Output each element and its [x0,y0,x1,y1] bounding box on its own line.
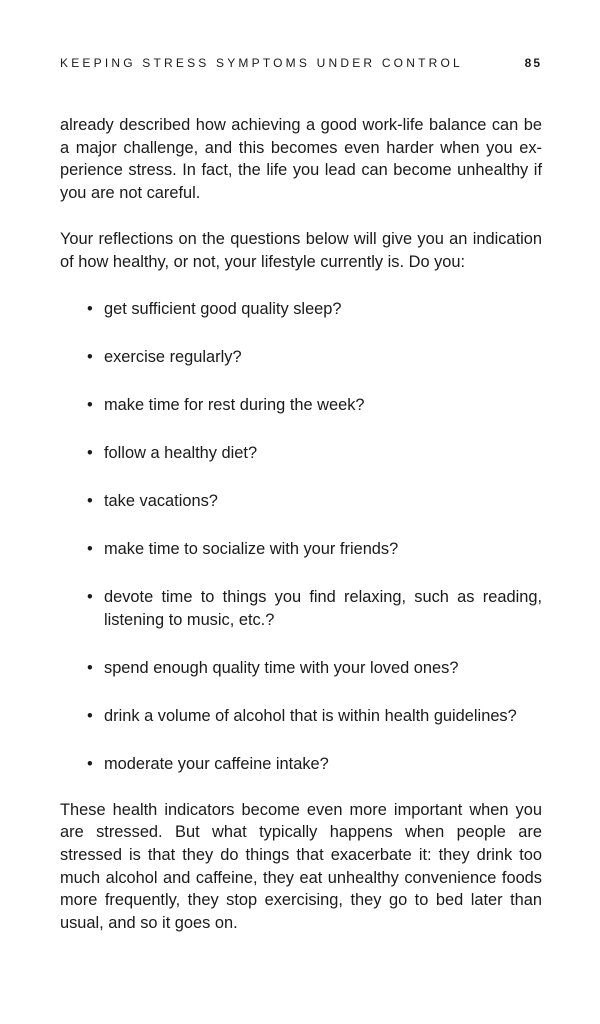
list-item-text: make time to socialize with your friends? [104,540,399,559]
bullet-icon: • [87,706,93,725]
list-item [60,586,542,631]
bullet-icon: • [87,300,93,319]
list-item-text: exercise regularly? [104,348,242,367]
closing-paragraph: These health indicators become even more important when you are stressed. But what typically happens when people are stressed is that they do things that exacerbate it: they drink too much alcohol and caffeine, they eat unhealthy convenience foods more frequently, they stop exercising, they go to bed later than usual, and so it goes on. [60,800,542,933]
list-item-text: get sufficient good quality sleep? [104,300,342,319]
list-item-text: follow a healthy diet? [104,444,258,463]
list-item [60,298,542,321]
bullet-icon: • [87,396,93,415]
health-questions-list [60,298,542,775]
list-item [60,442,542,465]
list-item-text: devote time to things you find relaxing, such as reading, listening to music, etc.? [104,588,542,629]
bullet-icon: • [87,492,93,511]
list-item-text: moderate your caffeine intake? [104,754,329,773]
bullet-icon: • [87,588,93,607]
questions-lead-paragraph: Your reflections on the questions below will give you an indication of how healthy, or not, your lifestyle currently is. Do you: [60,229,542,271]
bullet-icon: • [87,658,93,677]
list-item [60,538,542,561]
list-item-text: make time for rest during the week? [104,396,365,415]
list-item [60,490,542,513]
list-item-text: drink a volume of alcohol that is within health guidelines? [104,706,517,725]
list-item-text: take vacations? [104,492,218,511]
running-header [60,56,542,74]
list-item [60,346,542,369]
list-item-text: spend enough quality time with your loved ones? [104,658,459,677]
bullet-icon: • [87,444,93,463]
list-item [60,753,542,776]
page-number: 85 [524,56,542,70]
intro-paragraph: already described how achieving a good work-life balance can be a major challenge, and this becomes even harder when you experience stress. In fact, the life you lead can become unhealthy if you are not careful. [60,116,542,203]
body-text [60,114,542,935]
list-item [60,394,542,417]
list-item [60,705,542,728]
bullet-icon: • [87,348,93,367]
bullet-icon: • [87,754,93,773]
bullet-icon: • [87,540,93,559]
list-item [60,657,542,680]
running-title: KEEPING STRESS SYMPTOMS UNDER CONTROL [60,56,463,70]
